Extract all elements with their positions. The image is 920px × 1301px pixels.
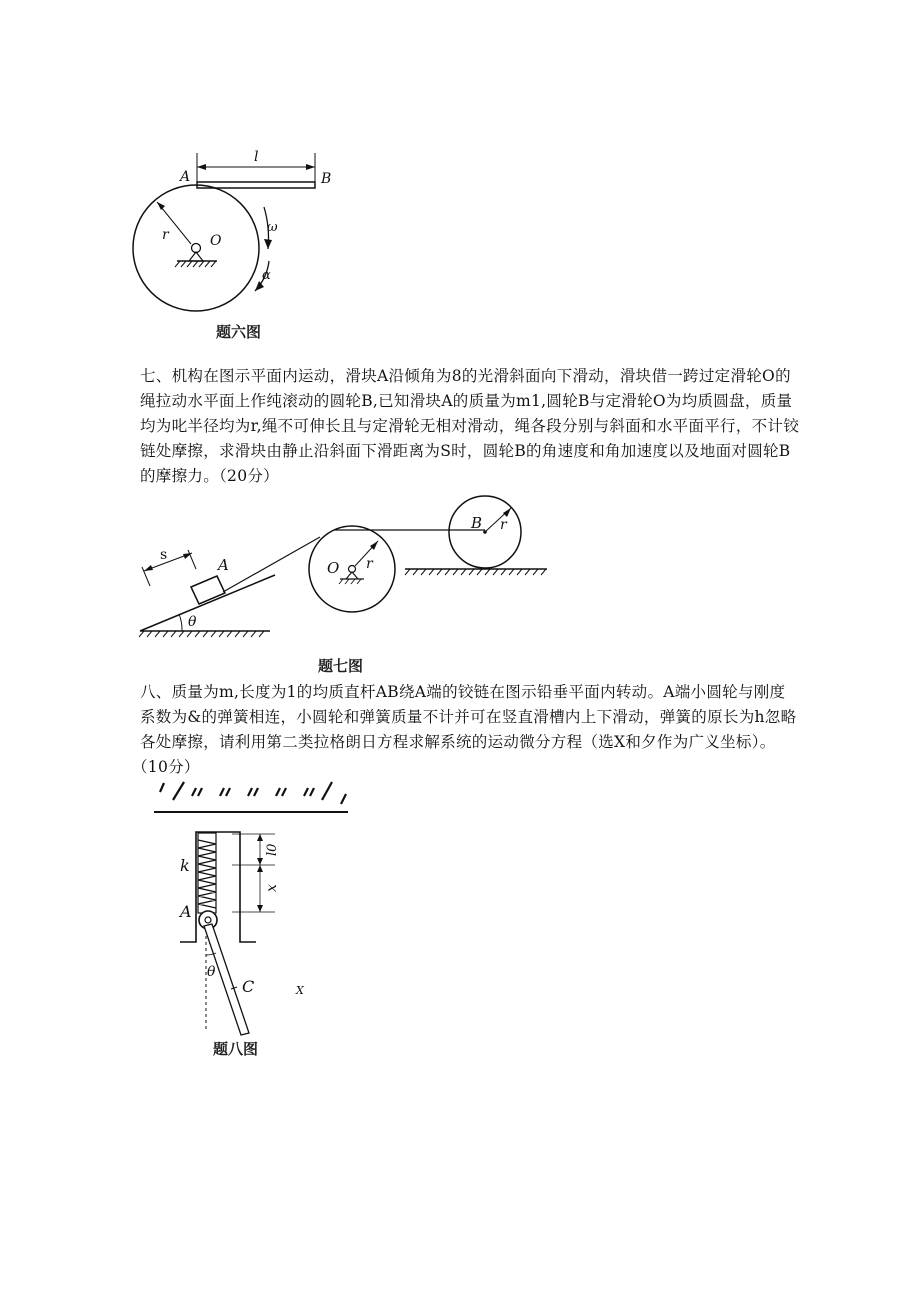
q7-line-3: 均为叱半径均为r,绳不可伸长且与定滑轮无相对滑动，绳各段分别与斜面和水平面平行，不计铰 [140, 417, 800, 435]
q8-line-2: 系数为&的弹簧相连，小圆轮和弹簧质量不计并可在竖直滑槽内上下滑动，弹簧的原长为h忽略 [140, 708, 797, 726]
fig7-label-s: s [160, 547, 168, 563]
fig7-label-r2: r [500, 517, 507, 533]
q8-line-4: （10分） [132, 758, 200, 776]
fig8-label-A: A [180, 902, 192, 921]
fig8-label-l0: l0 [265, 843, 280, 856]
fig6-label-A: A [180, 169, 191, 185]
fig8-label-theta: θ [207, 964, 216, 980]
q7-line-5: 的摩擦力。（20分） [140, 467, 279, 485]
figure-8-caption: 题八图 [213, 1040, 259, 1058]
question-8-text [132, 680, 800, 780]
fig7-label-r1: r [366, 556, 373, 572]
figure-6-diagram [130, 145, 380, 320]
figure-7-caption: 题七图 [318, 657, 364, 675]
q8-line-3: 各处摩擦，请利用第二类拉格朗日方程求解系统的运动微分方程（选X和夕作为广义坐标）。 [140, 733, 776, 751]
fig8-label-C: C [242, 977, 255, 996]
fig8-label-x: x [264, 884, 280, 892]
q7-line-2: 绳拉动水平面上作纯滚动的圆轮B,已知滑块A的质量为m1,圆轮B与定滑轮O为均质圆盘，质量 [140, 392, 793, 410]
fig7-label-B: B [471, 514, 483, 532]
question-7-text [140, 364, 800, 489]
fig6-label-B: B [321, 171, 332, 187]
fig7-label-O: O [327, 559, 340, 577]
q7-line-4: 链处摩擦，求滑块由静止沿斜面下滑距离为S时，圆轮B的角速度和角加速度以及地面对圆轮B [140, 442, 791, 460]
q8-line-1: 八、质量为m,长度为1的均质直杆AB绕A端的铰链在图示铅垂平面内转动。A端小圆轮与刚度 [140, 683, 786, 701]
fig8-label-k: k [180, 856, 190, 875]
figure-8-diagram [140, 780, 370, 1045]
fig6-label-alpha: α [262, 268, 271, 283]
fig6-label-r: r [162, 227, 169, 243]
figure-7-diagram [130, 490, 560, 645]
fig7-label-theta: θ [188, 614, 197, 630]
fig6-label-omega: ω [267, 220, 278, 235]
fig7-label-A: A [218, 556, 229, 574]
fig6-label-l: l [254, 149, 259, 165]
fig8-label-X: X [296, 984, 304, 997]
figure-6-caption: 题六图 [216, 323, 262, 341]
fig6-label-O: O [210, 233, 222, 249]
q7-line-1: 七、机构在图示平面内运动，滑块A沿倾角为8的光滑斜面向下滑动，滑块借一跨过定滑轮O的 [140, 367, 791, 385]
fig7-block-a [191, 576, 225, 604]
